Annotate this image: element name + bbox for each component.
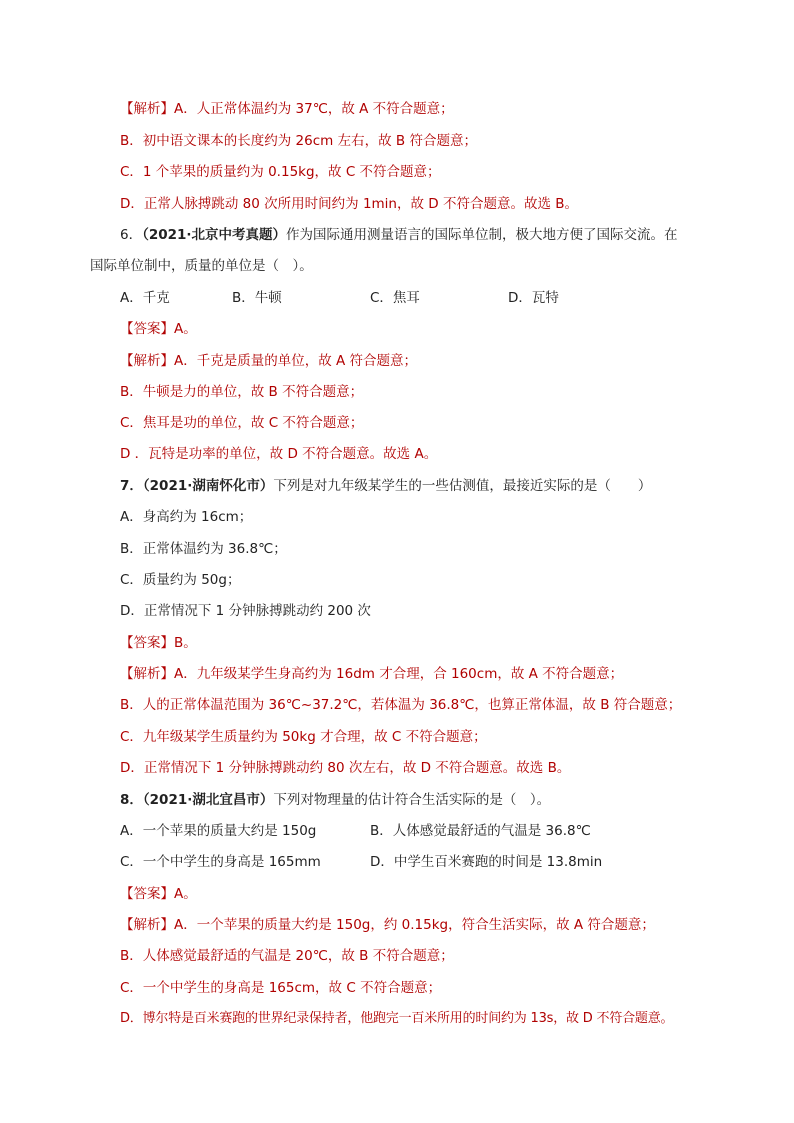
analysis-label: 【解析】 bbox=[120, 666, 174, 682]
q6-source: （2021·北京中考真题） bbox=[142, 227, 287, 243]
answer-label: 【答案】 bbox=[120, 321, 174, 337]
q6-option-c: C．焦耳 bbox=[370, 290, 420, 306]
q6-analysis-a: 【解析】A．千克是质量的单位，故 A 符合题意； bbox=[120, 353, 418, 369]
q5-analysis-d: D．正常人脉搏跳动 80 次所用时间约为 1min，故 D 不符合题意。故选 B。 bbox=[120, 196, 579, 212]
q8-analysis-a: 【解析】A．一个苹果的质量大约是 150g，约 0.15kg，符合生活实际，故 A 符合题意； bbox=[120, 917, 655, 933]
q7-stem: 7．（2021·湖南怀化市）下列是对九年级某学生的一些估测值，最接近实际的是（ ） bbox=[120, 478, 652, 494]
q7-analysis-d: D．正常情况下 1 分钟脉搏跳动约 80 次左右，故 D 不符合题意。故选 B。 bbox=[120, 760, 571, 776]
q8-source: （2021·湖北宜昌市） bbox=[142, 792, 274, 808]
q7-number: 7． bbox=[120, 478, 143, 494]
q7-analysis-a: 【解析】A．九年级某学生身高约为 16dm 才合理，合 160cm，故 A 不符合题意； bbox=[120, 666, 624, 682]
q5-analysis-c: C．1 个苹果的质量约为 0.15kg，故 C 不符合题意； bbox=[120, 164, 441, 180]
q5-analysis-b: B．初中语文课本的长度约为 26cm 左右，故 B 符合题意； bbox=[120, 133, 477, 149]
q7-option-a: A．身高约为 16cm； bbox=[120, 509, 253, 525]
q6-analysis-d: D ．瓦特是功率的单位，故 D 不符合题意。故选 A。 bbox=[120, 446, 438, 462]
q7-source: （2021·湖南怀化市） bbox=[142, 478, 274, 494]
q7-analysis-c: C．九年级某学生质量约为 50kg 才合理，故 C 不符合题意； bbox=[120, 729, 487, 745]
q8-analysis-d: D．博尔特是百米赛跑的世界纪录保持者，他跑完一百米所用的时间约为 13s，故 D 不符合题意。 bbox=[120, 1011, 674, 1026]
answer-label: 【答案】 bbox=[120, 886, 174, 902]
q6-answer: 【答案】A。 bbox=[120, 321, 197, 337]
q6-option-d: D．瓦特 bbox=[508, 290, 559, 306]
q8-option-a: A．一个苹果的质量大约是 150g bbox=[120, 823, 317, 839]
q7-option-c: C．质量约为 50g； bbox=[120, 572, 241, 588]
analysis-label: 【解析】 bbox=[120, 353, 174, 369]
q6-stem-line-1: 6．（2021·北京中考真题）作为国际通用测量语言的国际单位制，极大地方便了国际交流。在 bbox=[120, 227, 678, 243]
analysis-label: 【解析】 bbox=[120, 917, 174, 933]
q8-number: 8． bbox=[120, 792, 143, 808]
q6-stem-line-2: 国际单位制中，质量的单位是（ ）。 bbox=[90, 258, 313, 274]
analysis-label: 【解析】 bbox=[120, 101, 174, 117]
q7-option-b: B．正常体温约为 36.8℃； bbox=[120, 541, 287, 557]
q7-answer: 【答案】B。 bbox=[120, 635, 197, 651]
q6-option-b: B．牛顿 bbox=[232, 290, 282, 306]
q8-analysis-c: C．一个中学生的身高是 165cm，故 C 不符合题意； bbox=[120, 980, 442, 996]
q8-stem: 8．（2021·湖北宜昌市）下列对物理量的估计符合生活实际的是（ ）。 bbox=[120, 792, 551, 808]
q8-option-d: D．中学生百米赛跑的时间是 13.8min bbox=[370, 854, 603, 870]
q6-analysis-b: B．牛顿是力的单位，故 B 不符合题意； bbox=[120, 384, 364, 400]
q8-option-b: B．人体感觉最舒适的气温是 36.8℃ bbox=[370, 823, 591, 839]
q5-analysis-a: 【解析】A．人正常体温约为 37℃，故 A 不符合题意； bbox=[120, 101, 454, 117]
q7-analysis-b: B．人的正常体温范围为 36℃~37.2℃，若体温为 36.8℃，也算正常体温，故 B 符合题意； bbox=[120, 697, 682, 713]
q6-option-a: A．千克 bbox=[120, 290, 170, 306]
q8-option-c: C．一个中学生的身高是 165mm bbox=[120, 854, 321, 870]
q8-analysis-b: B．人体感觉最舒适的气温是 20℃，故 B 不符合题意； bbox=[120, 948, 454, 964]
q6-number: 6． bbox=[120, 227, 143, 243]
q6-analysis-c: C．焦耳是功的单位，故 C 不符合题意； bbox=[120, 415, 364, 431]
answer-label: 【答案】 bbox=[120, 635, 174, 651]
q7-option-d: D．正常情况下 1 分钟脉搏跳动约 200 次 bbox=[120, 603, 371, 619]
q8-answer: 【答案】A。 bbox=[120, 886, 197, 902]
